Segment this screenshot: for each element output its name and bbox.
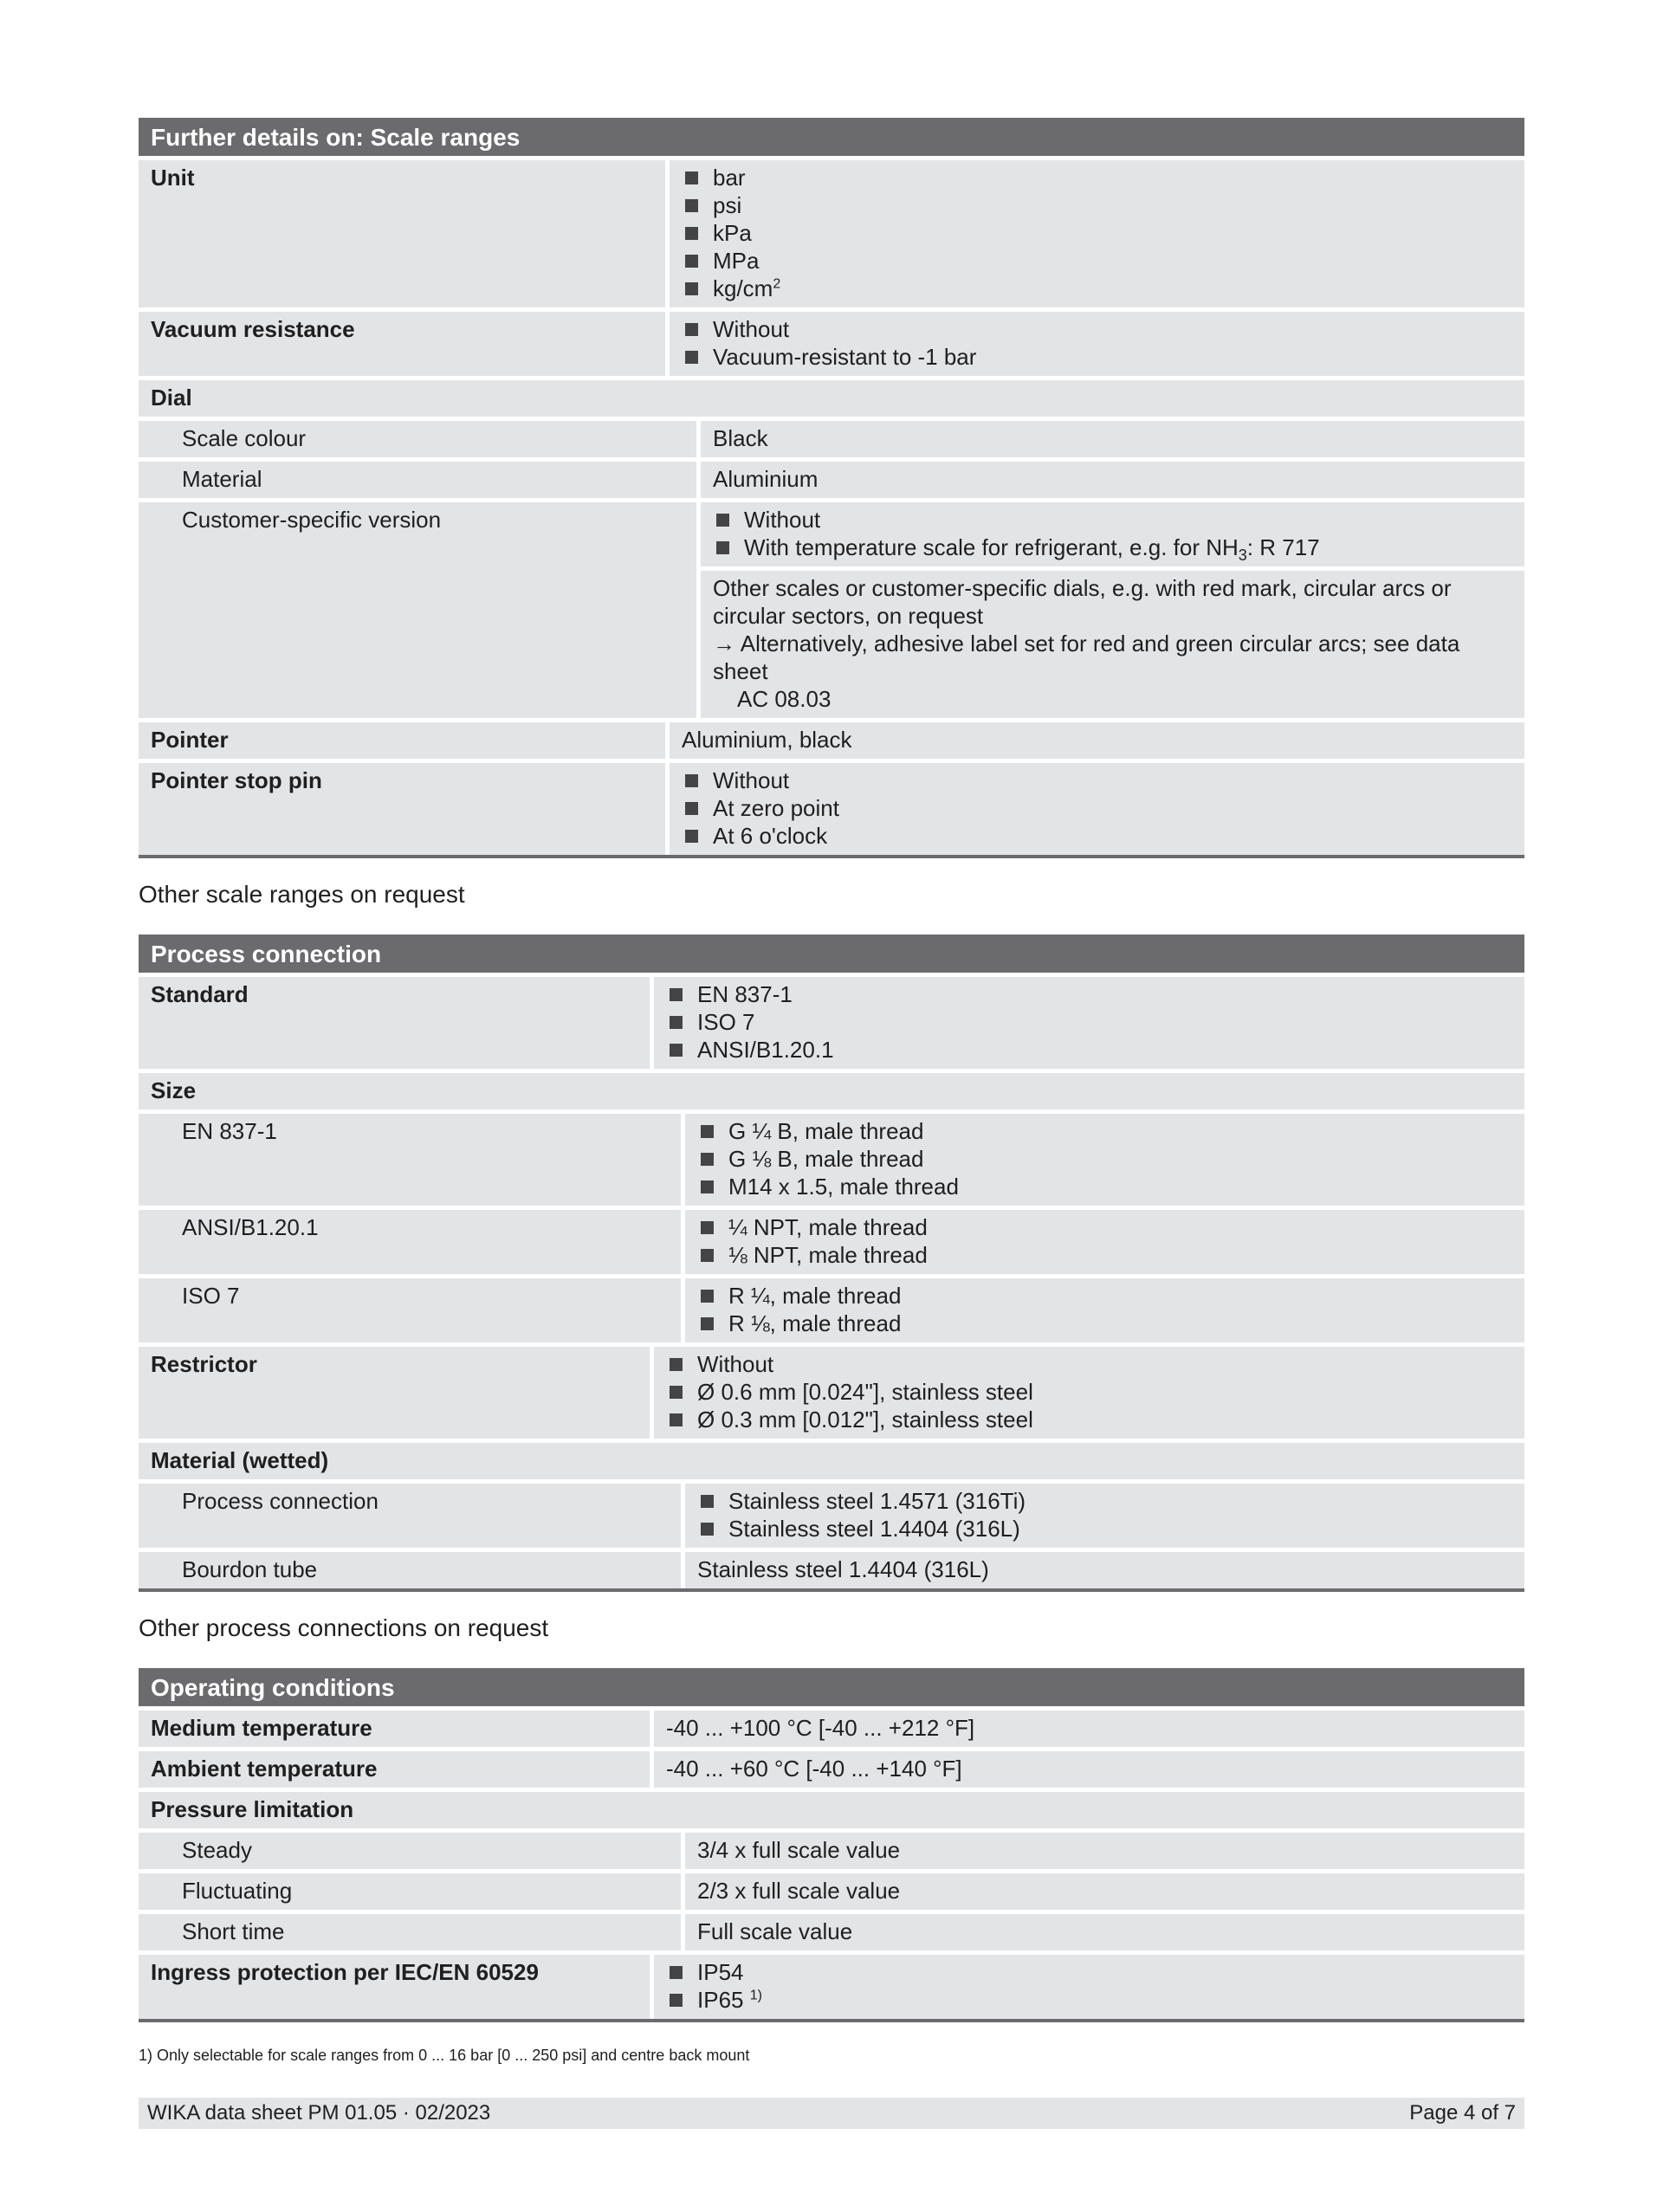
footer-page-number: Page 4 of 7 [1409,2101,1516,2125]
ambient-value: -40 ... +60 °C [-40 ... +140 °F] [654,1751,1524,1788]
short-time-label: Short time [139,1914,681,1950]
stop-pin-label: Pointer stop pin [139,763,665,855]
list-item: G ¼ B, male thread [697,1117,1512,1145]
scale-ranges-header: Further details on: Scale ranges [139,118,1524,156]
custom-row [139,502,1524,718]
short-time-row [139,1914,1524,1950]
scale-colour-row [139,421,1524,457]
medium-label: Medium temperature [139,1711,650,1747]
iso-size-values [685,1278,1524,1342]
scale-colour-value: Black [701,421,1524,457]
custom-label: Customer-specific version [139,502,696,718]
ansi-size-values [685,1210,1524,1274]
pc-material-label: Process connection [139,1484,681,1548]
footer-document-id: WIKA data sheet PM 01.05 · 02/2023 [147,2101,491,2125]
unit-values [670,160,1524,307]
list-item: Without [682,315,1512,343]
pointer-value: Aluminium, black [670,722,1524,759]
scale-ranges-table [139,118,1524,858]
scale-colour-label: Scale colour [139,421,696,457]
list-item: At zero point [682,794,1512,822]
list-item: kPa [682,219,1512,247]
iso-size-row [139,1278,1524,1342]
nh3-text: With temperature scale for refrigerant, e.g. for NH [744,534,1239,560]
list-item: bar [682,164,1512,191]
list-item: At 6 o'clock [682,822,1512,850]
pc-material-values [685,1484,1524,1548]
list-item: IP54 [666,1958,1512,1986]
material-value: Aluminium [701,462,1524,498]
list-item [713,534,1512,565]
list-item: ¼ NPT, male thread [697,1213,1512,1241]
footnote-marker: 1) [749,1988,762,2003]
en-size-row [139,1114,1524,1206]
list-item: EN 837-1 [666,980,1512,1008]
standard-row [139,977,1524,1069]
other-scales-text: Other scales or customer-specific dials, e.g. with red mark, circular arcs or circular sectors, on request [713,575,1452,629]
material-label: Material [139,462,696,498]
ambient-label: Ambient temperature [139,1751,650,1788]
process-connection-header: Process connection [139,935,1524,973]
page-footer [139,2098,1524,2129]
restrictor-row [139,1347,1524,1439]
ingress-label: Ingress protection per IEC/EN 60529 [139,1955,650,2019]
ip65-text: IP65 [697,1987,744,2013]
bourdon-label: Bourdon tube [139,1552,681,1588]
vacuum-label: Vacuum resistance [139,312,665,376]
bourdon-row [139,1552,1524,1588]
restrictor-values [654,1347,1524,1439]
en-size-label: EN 837-1 [139,1114,681,1206]
list-item: Vacuum-resistant to -1 bar [682,343,1512,371]
operating-conditions-header: Operating conditions [139,1668,1524,1706]
standard-values [654,977,1524,1069]
en-size-values [685,1114,1524,1206]
standard-label: Standard [139,977,650,1069]
process-note: Other process connections on request [139,1614,549,1641]
material-row [139,462,1524,498]
list-item: psi [682,191,1512,219]
ambient-row [139,1751,1524,1788]
vacuum-values [670,312,1524,376]
table-end-rule [139,855,1524,858]
bourdon-value: Stainless steel 1.4404 (316L) [685,1552,1524,1588]
iso-size-label: ISO 7 [139,1278,681,1342]
list-item: ANSI/B1.20.1 [666,1036,1512,1064]
list-item: Ø 0.3 mm [0.012"], stainless steel [666,1406,1512,1433]
unit-row [139,160,1524,307]
list-item: Stainless steel 1.4404 (316L) [697,1515,1512,1543]
pc-material-row [139,1484,1524,1548]
ingress-row [139,1955,1524,2019]
list-item: G ⅛ B, male thread [697,1145,1512,1173]
restrictor-label: Restrictor [139,1347,650,1439]
custom-options [701,502,1524,566]
short-time-value: Full scale value [685,1914,1524,1950]
footnote: 1) Only selectable for scale ranges from 0 ... 16 bar [0 ... 250 psi] and centre back mount [139,2047,750,2064]
medium-row [139,1711,1524,1747]
ansi-size-label: ANSI/B1.20.1 [139,1210,681,1274]
steady-value: 3/4 x full scale value [685,1833,1524,1869]
list-item: M14 x 1.5, male thread [697,1173,1512,1200]
list-item: ISO 7 [666,1008,1512,1036]
datasheet-page [139,118,1524,2065]
table-end-rule [139,2019,1524,2022]
ingress-values [654,1955,1524,2019]
stop-pin-values [670,763,1524,855]
dial-label: Dial [139,380,1524,417]
scale-note: Other scale ranges on request [139,881,465,908]
unit-superscript: 2 [773,276,781,292]
list-item [666,1986,1512,2014]
fluctuating-label: Fluctuating [139,1873,681,1910]
list-item: Stainless steel 1.4571 (316Ti) [697,1487,1512,1515]
list-item: Without [666,1350,1512,1378]
steady-row [139,1833,1524,1869]
steady-label: Steady [139,1833,681,1869]
list-item: ⅛ NPT, male thread [697,1241,1512,1269]
fluctuating-row [139,1873,1524,1910]
list-item: Ø 0.6 mm [0.024"], stainless steel [666,1378,1512,1406]
unit-kgcm: kg/cm [713,275,773,301]
medium-value: -40 ... +100 °C [-40 ... +212 °F] [654,1711,1524,1747]
custom-notes [701,571,1524,718]
table-end-rule [139,1588,1524,1592]
alternative-ref: AC 08.03 [737,686,832,712]
vacuum-row [139,312,1524,376]
custom-values [701,502,1524,718]
list-item: MPa [682,247,1512,275]
pointer-label: Pointer [139,722,665,759]
list-item: R ¼, male thread [697,1282,1512,1310]
ansi-size-row [139,1210,1524,1274]
list-item [682,275,1512,302]
list-item: Without [713,506,1512,534]
list-item: R ⅛, male thread [697,1310,1512,1337]
unit-label: Unit [139,160,665,307]
stop-pin-row [139,763,1524,855]
nh3-suffix: : R 717 [1246,534,1320,560]
fluctuating-value: 2/3 x full scale value [685,1873,1524,1910]
pressure-limitation-label: Pressure limitation [139,1792,1524,1828]
size-label: Size [139,1073,1524,1109]
pointer-row [139,722,1524,759]
process-connection-table [139,935,1524,1592]
wetted-label: Material (wetted) [139,1443,1524,1479]
nh3-subscript: 3 [1238,547,1247,565]
operating-conditions-table [139,1668,1524,2022]
alternative-text: → Alternatively, adhesive label set for red and green circular arcs; see data sheet [713,631,1460,684]
list-item: Without [682,766,1512,794]
